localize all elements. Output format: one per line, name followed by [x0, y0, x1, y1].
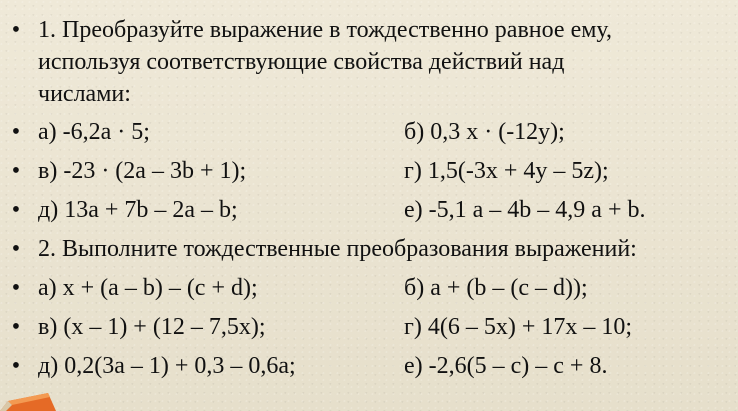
task1-title-line2: используя соответствующие свойства действий над: [38, 49, 565, 75]
task1-row-1: [0, 114, 738, 150]
task1-line1: [0, 12, 738, 48]
task2-item-b: б) а + (b – (с – d));: [404, 275, 588, 301]
task1-row-3: [0, 192, 738, 228]
bullet: •: [11, 314, 21, 340]
task2-item-e: е) -2,6(5 – с) – с + 8.: [404, 353, 608, 379]
task2-item-v: в) (х – 1) + (12 – 7,5х);: [38, 314, 266, 340]
task2-item-a: а) х + (а – b) – (с + d);: [38, 275, 258, 301]
bullet: •: [11, 236, 21, 262]
task1-title-line1: 1. Преобразуйте выражение в тождественно равное ему,: [38, 17, 613, 43]
task1-line2: [0, 44, 738, 80]
task1-item-e: е) -5,1 а – 4b – 4,9 а + b.: [404, 197, 646, 223]
bullet: •: [11, 158, 21, 184]
task2-item-g: г) 4(6 – 5х) + 17х – 10;: [404, 314, 633, 340]
task1-item-b: б) 0,3 х · (-12у);: [404, 119, 565, 145]
task2-row-1: [0, 270, 738, 306]
pencil-icon: [0, 393, 56, 411]
bullet: •: [11, 275, 21, 301]
task2-row-3: [0, 348, 738, 384]
task1-item-a: а) -6,2а · 5;: [38, 119, 150, 145]
task2-item-d: д) 0,2(3а – 1) + 0,3 – 0,6а;: [38, 353, 296, 379]
task1-row-2: [0, 153, 738, 189]
bullet: •: [11, 197, 21, 223]
task1-item-g: г) 1,5(-3х + 4у – 5z);: [404, 158, 609, 184]
task1-title-line3: числами:: [38, 81, 131, 107]
task1-item-d: д) 13а + 7b – 2а – b;: [38, 197, 238, 223]
task1-line3: [0, 76, 738, 112]
pencil-shape: [0, 393, 56, 411]
task2-row-2: [0, 309, 738, 345]
task2-title-line: [0, 231, 738, 267]
bullet: •: [11, 17, 21, 43]
task1-item-v: в) -23 · (2а – 3b + 1);: [38, 158, 247, 184]
bullet: •: [11, 353, 21, 379]
bullet: •: [11, 119, 21, 145]
task2-title: 2. Выполните тождественные преобразования выражений:: [38, 236, 637, 262]
